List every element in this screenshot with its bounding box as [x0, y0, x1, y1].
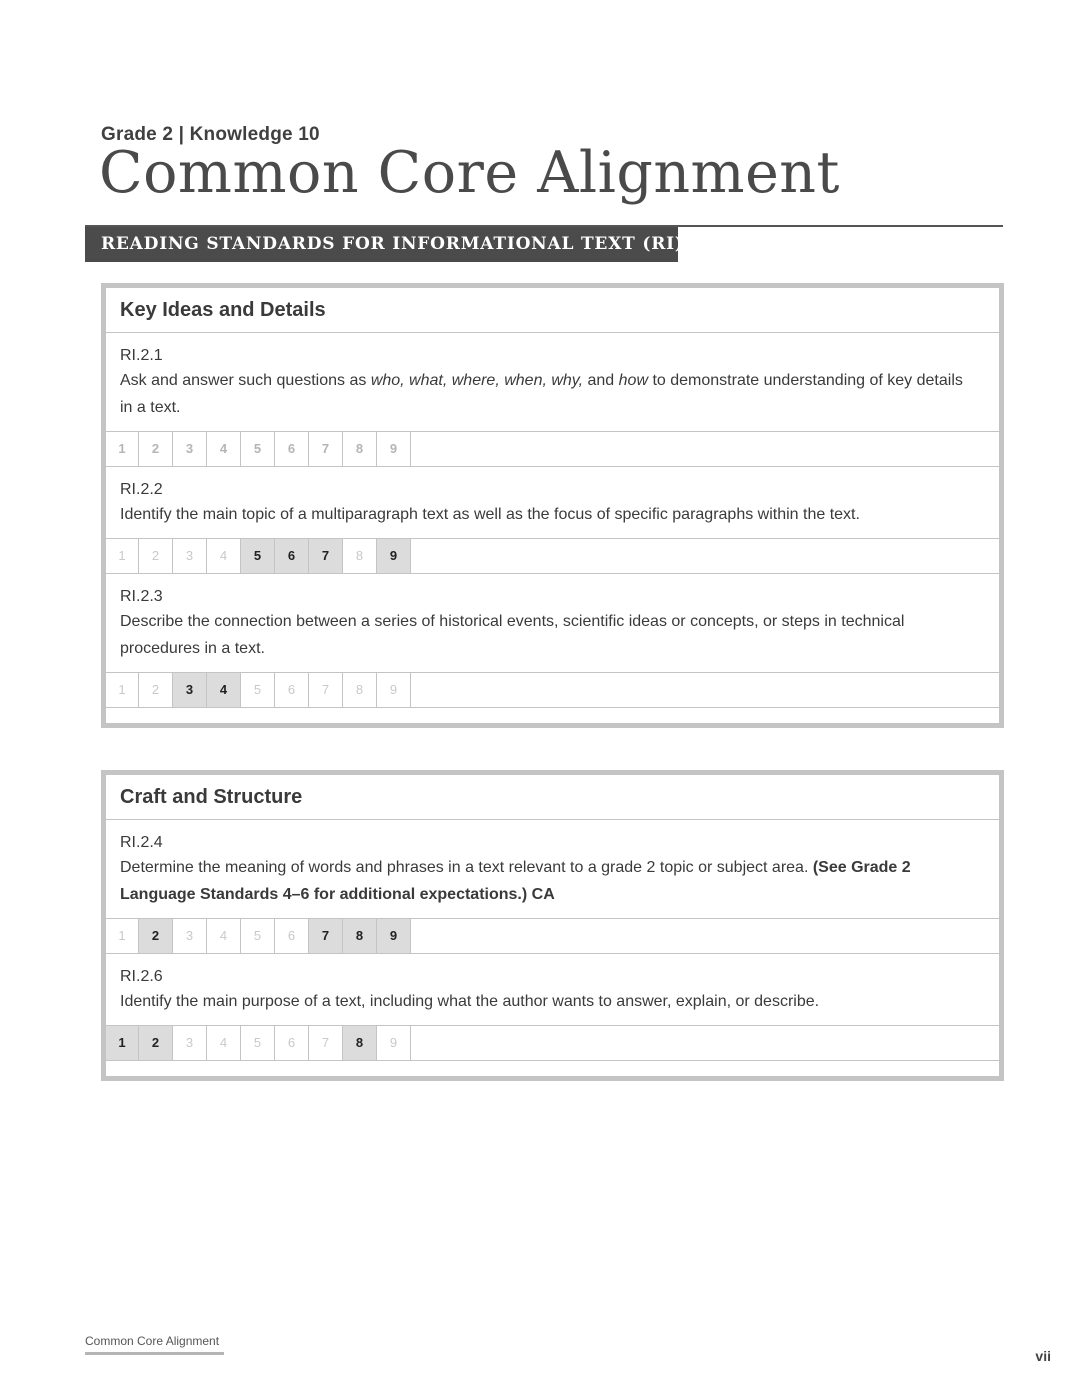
lesson-number-8: 8	[343, 1026, 377, 1060]
lesson-number-3: 3	[173, 432, 207, 466]
lesson-number-6: 6	[275, 539, 309, 573]
lesson-number-2: 2	[139, 539, 173, 573]
lesson-number-2: 2	[139, 673, 173, 707]
lesson-number-8: 8	[343, 919, 377, 953]
page-number: vii	[1035, 1348, 1051, 1364]
standard-code: RI.2.3	[120, 588, 163, 605]
lesson-number-5: 5	[241, 673, 275, 707]
lesson-number-6: 6	[275, 432, 309, 466]
lesson-number-4: 4	[207, 1026, 241, 1060]
lesson-number-9: 9	[377, 1026, 411, 1060]
lesson-number-3: 3	[173, 1026, 207, 1060]
lesson-number-1: 1	[106, 673, 139, 707]
lesson-number-9: 9	[377, 539, 411, 573]
lesson-number-2: 2	[139, 1026, 173, 1060]
lesson-number-3: 3	[173, 673, 207, 707]
lesson-number-9: 9	[377, 673, 411, 707]
lesson-number-8: 8	[343, 673, 377, 707]
lesson-number-5: 5	[241, 432, 275, 466]
lesson-number-1: 1	[106, 432, 139, 466]
lesson-number-7: 7	[309, 673, 343, 707]
lesson-number-1: 1	[106, 1026, 139, 1060]
standard-text: Ask and answer such questions as who, what, where, when, why, and how to demonstrate understanding of key details in a text.	[120, 372, 963, 416]
standard-text: Determine the meaning of words and phrases in a text relevant to a grade 2 topic or subject area. (See Grade 2 Language Standards 4–6 for additional expectations.) CA	[120, 859, 911, 903]
lesson-number-5: 5	[241, 919, 275, 953]
lesson-number-9: 9	[377, 432, 411, 466]
section-padding	[106, 708, 999, 723]
lesson-number-4: 4	[207, 919, 241, 953]
footer-underline	[85, 1352, 224, 1355]
standard-ri-2-3	[106, 574, 999, 673]
section-banner: READING STANDARDS FOR INFORMATIONAL TEXT (RI)	[85, 227, 678, 262]
lesson-number-8: 8	[343, 539, 377, 573]
page-title: Common Core Alignment	[99, 140, 840, 206]
lesson-number-4: 4	[207, 673, 241, 707]
lesson-number-4: 4	[207, 539, 241, 573]
lesson-row	[106, 1026, 999, 1061]
lesson-number-6: 6	[275, 673, 309, 707]
lesson-number-1: 1	[106, 539, 139, 573]
grade-kicker: Grade 2 | Knowledge 10	[101, 124, 320, 145]
lesson-number-4: 4	[207, 432, 241, 466]
standard-text: Identify the main purpose of a text, including what the author wants to answer, explain, or describe.	[120, 993, 820, 1010]
section-padding	[106, 1061, 999, 1076]
standard-code: RI.2.1	[120, 347, 163, 364]
lesson-number-5: 5	[241, 539, 275, 573]
lesson-row	[106, 539, 999, 574]
lesson-row	[106, 432, 999, 467]
standard-ri-2-4	[106, 820, 999, 919]
standard-ri-2-6	[106, 954, 999, 1026]
lesson-number-6: 6	[275, 1026, 309, 1060]
lesson-number-6: 6	[275, 919, 309, 953]
lesson-number-5: 5	[241, 1026, 275, 1060]
standard-code: RI.2.6	[120, 968, 163, 985]
standard-ri-2-1	[106, 333, 999, 432]
section-title: Key Ideas and Details	[106, 288, 999, 333]
lesson-row	[106, 919, 999, 954]
lesson-number-7: 7	[309, 432, 343, 466]
lesson-number-7: 7	[309, 1026, 343, 1060]
lesson-number-8: 8	[343, 432, 377, 466]
lesson-row	[106, 673, 999, 708]
lesson-number-3: 3	[173, 539, 207, 573]
lesson-number-7: 7	[309, 539, 343, 573]
section-craft-structure	[101, 770, 1004, 1081]
standard-code: RI.2.2	[120, 481, 163, 498]
lesson-number-1: 1	[106, 919, 139, 953]
standard-code: RI.2.4	[120, 834, 163, 851]
standard-text: Describe the connection between a series of historical events, scientific ideas or concepts, or steps in technical procedures in a text.	[120, 613, 905, 657]
lesson-number-2: 2	[139, 432, 173, 466]
standard-text: Identify the main topic of a multiparagraph text as well as the focus of specific paragraphs within the text.	[120, 506, 860, 523]
standard-ri-2-2	[106, 467, 999, 539]
footer-label: Common Core Alignment	[85, 1334, 220, 1348]
section-key-ideas	[101, 283, 1004, 728]
lesson-number-7: 7	[309, 919, 343, 953]
lesson-number-2: 2	[139, 919, 173, 953]
lesson-number-3: 3	[173, 919, 207, 953]
section-title: Craft and Structure	[106, 775, 999, 820]
lesson-number-9: 9	[377, 919, 411, 953]
